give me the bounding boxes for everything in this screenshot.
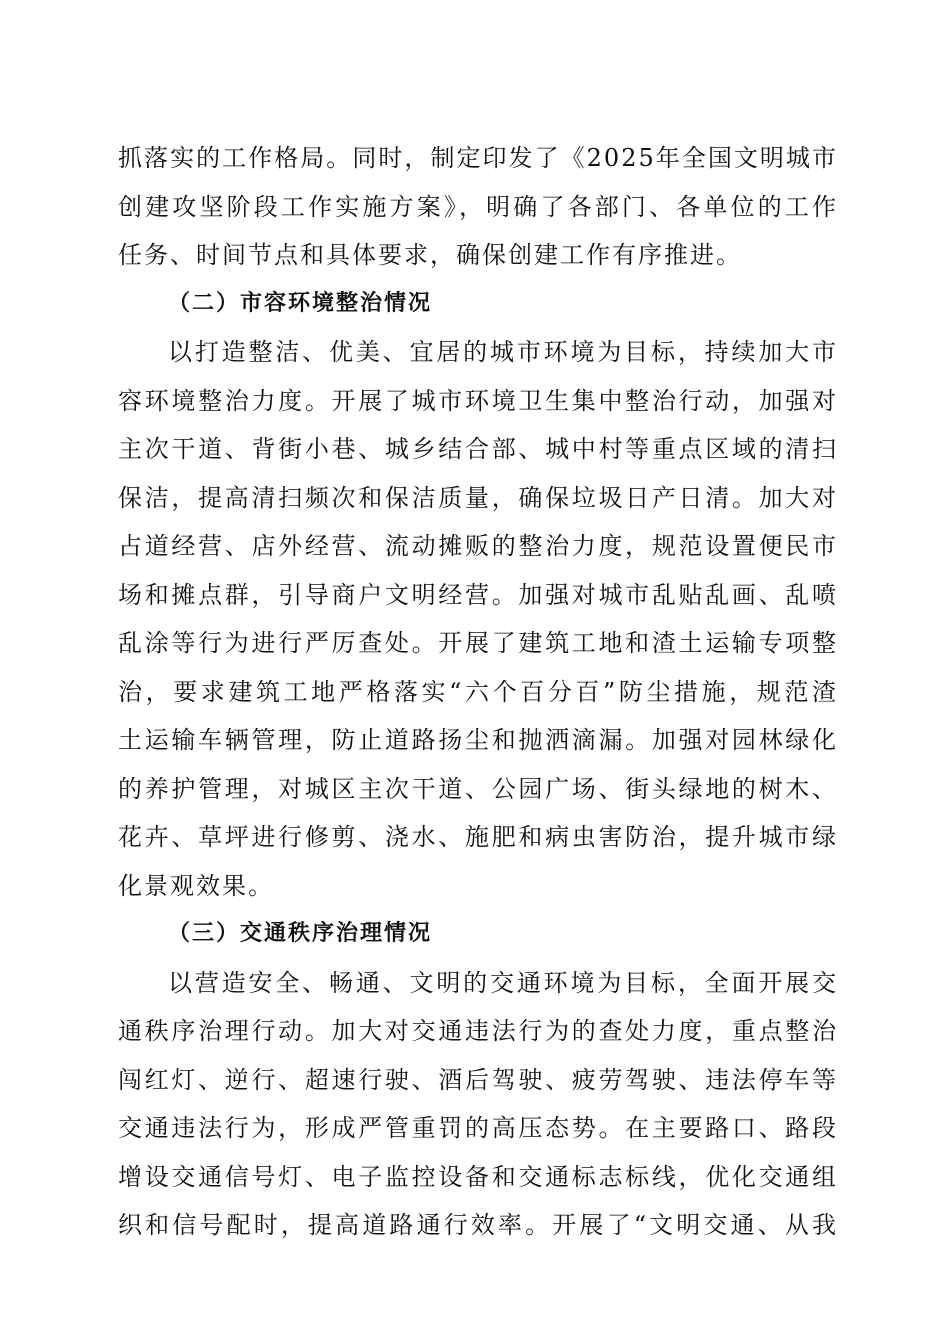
paragraph-line: 花卉、草坪进行修剪、浇水、施肥和病虫害防治，提升城市绿 xyxy=(118,823,838,851)
paragraph-line: 闯红灯、逆行、超速行驶、酒后驾驶、疲劳驾驶、违法停车等 xyxy=(118,1065,838,1094)
paragraph-line: 占道经营、店外经营、流动摊贩的整治力度，规范设置便民市 xyxy=(118,532,838,560)
section-3-paragraph xyxy=(118,959,838,1250)
paragraph-line: 容环境整治力度。开展了城市环境卫生集中整治行动，加强对 xyxy=(118,386,838,415)
paragraph-line: 以营造安全、畅通、文明的交通环境为目标，全面开展交 xyxy=(168,968,838,997)
paragraph-line: 乱涂等行为进行严厉查处。开展了建筑工地和渣土运输专项整 xyxy=(118,629,838,657)
paragraph-line: 土运输车辆管理，防止道路扬尘和抛洒滴漏。加强对园林绿化 xyxy=(118,726,838,754)
paragraph-line: 抓落实的工作格局。同时，制定印发了《2025年全国文明城市 xyxy=(118,144,838,172)
section-2-paragraph xyxy=(118,328,838,910)
paragraph-line: 通秩序治理行动。加大对交通违法行为的查处力度，重点整治 xyxy=(118,1017,838,1045)
paragraph-line: 场和摊点群，引导商户文明经营。加强对城市乱贴乱画、乱喷 xyxy=(118,580,838,609)
paragraph-line: 任务、时间节点和具体要求，确保创建工作有序推进。 xyxy=(118,241,742,269)
document-body xyxy=(118,134,838,1250)
paragraph-line: 交通违法行为，形成严管重罚的高压态势。在主要路口、路段 xyxy=(118,1114,838,1142)
paragraph-line: 以打造整洁、优美、宜居的城市环境为目标，持续加大市 xyxy=(168,338,838,366)
paragraph-line: 化景观效果。 xyxy=(118,871,274,900)
paragraph-line: 的养护管理，对城区主次干道、公园广场、街头绿地的树木、 xyxy=(118,774,838,803)
section-2-heading: （二）市容环境整治情况 xyxy=(168,290,433,316)
paragraph-line: 保洁，提高清扫频次和保洁质量，确保垃圾日产日清。加大对 xyxy=(118,483,838,512)
paragraph-line: 织和信号配时，提高道路通行效率。开展了“文明交通、从我 xyxy=(118,1211,838,1239)
paragraph-line: 创建攻坚阶段工作实施方案》，明确了各部门、各单位的工作 xyxy=(118,192,838,221)
paragraph-line: 增设交通信号灯、电子监控设备和交通标志标线，优化交通组 xyxy=(118,1162,838,1191)
paragraph-line: 主次干道、背街小巷、城乡结合部、城中村等重点区域的清扫 xyxy=(118,435,838,463)
intro-paragraph xyxy=(118,134,838,280)
section-3-heading: （三）交通秩序治理情况 xyxy=(168,921,433,946)
paragraph-line: 治，要求建筑工地严格落实“六个百分百”防尘措施，规范渣 xyxy=(118,677,838,706)
